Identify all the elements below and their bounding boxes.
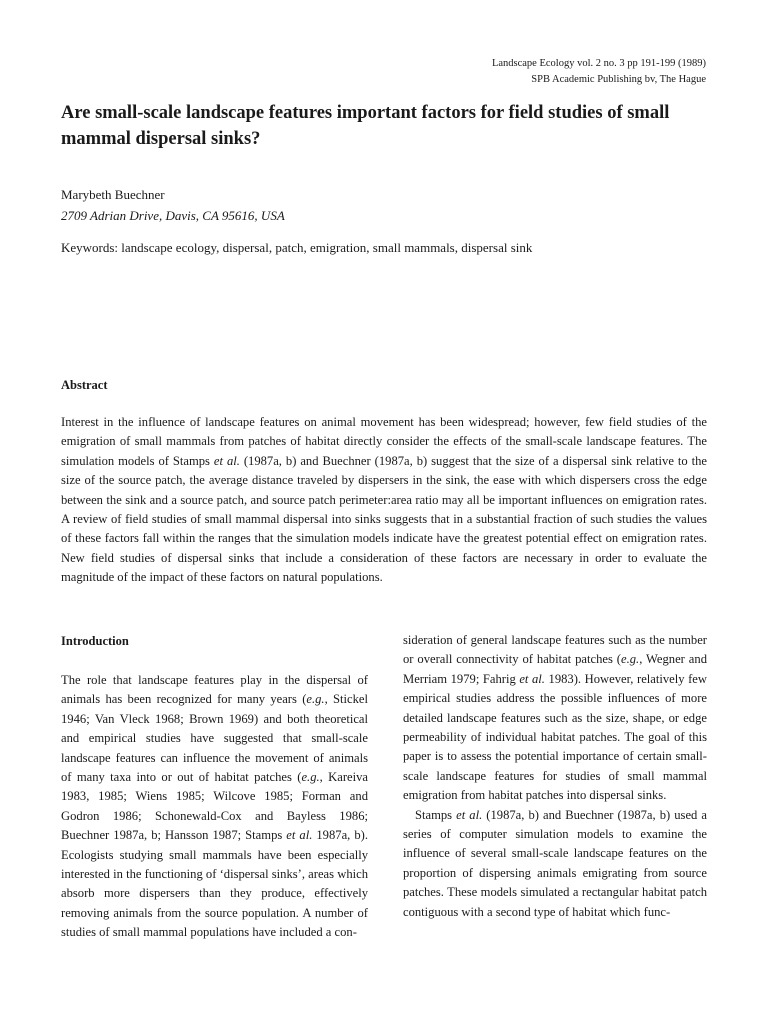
- left-column: [61, 631, 368, 943]
- intro-cont-text-1: sideration of general landscape features such as the number or overall connectivity of habitat patches (: [403, 633, 707, 667]
- abstract-et-al: et al.: [213, 453, 240, 468]
- intro-p1-eg-2: e.g.: [301, 770, 320, 785]
- author-name: Marybeth Buechner: [61, 187, 165, 202]
- introduction-paragraph-1-continued: [403, 631, 707, 806]
- introduction-paragraph-1: [61, 671, 368, 943]
- intro-p1-text-4: 1987a, b). Ecologists studying small mammals have been especially interested in the functioning of ‘dispersal sinks’, areas which absorb more dispersers than they produce, effectively removing animals from the source population. A number of studies of small mammal populations have included a con-: [61, 828, 368, 940]
- journal-citation: [492, 56, 706, 87]
- intro-p1-text-3: , Kareiva 1983, 1985; Wiens 1985; Wilcove 1985; Forman and Godron 1986; Schonewald-Cox and Bayless 1986; Buechner 1987a, b; Hansson 1987; Stamps: [61, 770, 368, 843]
- article-title: Are small-scale landscape features important factors for field studies of small mammal dispersal sinks?: [61, 103, 670, 149]
- intro-cont-et-al: et al.: [519, 671, 545, 686]
- intro-p1-text-2: , Stickel 1946; Van Vleck 1968; Brown 1969) and both theoretical and empirical studies have suggested that small-scale landscape features can influence the movement of animals of many taxa into or out of habitat patches (: [61, 692, 368, 785]
- intro-p2-text-2: (1987a, b) and Buechner (1987a, b) used a series of computer simulation models to examine the influence of several small-scale landscape features on the proportion of dispersing animals emigrating from source patches. These models simulated a rectangular habitat patch contiguous with a second type of habitat which func-: [403, 807, 707, 919]
- intro-cont-text-2: , Wegner and Merriam 1979; Fahrig: [403, 652, 707, 686]
- intro-p1-text-1: The role that landscape features play in the dispersal of animals has been recognized for many years (: [61, 673, 368, 707]
- abstract-heading: Abstract: [61, 378, 108, 392]
- intro-p1-eg-1: e.g.: [306, 692, 325, 707]
- intro-p2-text-1: Stamps: [415, 807, 457, 822]
- introduction-paragraph-2: [403, 806, 707, 922]
- right-column: [403, 631, 707, 922]
- author-block: [61, 184, 285, 226]
- abstract-body: [61, 413, 707, 588]
- journal-citation-line-1: Landscape Ecology vol. 2 no. 3 pp 191-199 (1989): [491, 58, 706, 69]
- abstract-text-part-1: Interest in the influence of landscape features on animal movement has been widespread; however, few field studies of the emigration of small mammals from patches of habitat directly consider the effects of the small-scale landscape features. The simulation models of Stamps: [61, 415, 707, 468]
- abstract-text-part-2: (1987a, b) and Buechner (1987a, b) suggest that the size of a dispersal sink relative to the size of the source patch, the average distance traveled by dispersers in the sink, the ease with which dispersers cross the edge between the sink and a source patch, and source patch perimeter:area ratio may all be important influences on emigration rates. A review of field studies of small mammal dispersal into sinks suggests that in a substantial fraction of such studies the values of these factors fall within the ranges that the simulation models indicate have the greatest potential effect on emigration rates. New field studies of dispersal sinks that include a consideration of these factors are necessary in order to evaluate the magnitude of the impact of these factors on natural populations.: [61, 453, 707, 585]
- journal-publisher-line: SPB Academic Publishing bv, The Hague: [531, 73, 706, 85]
- author-address: 2709 Adrian Drive, Davis, CA 95616, USA: [61, 208, 285, 223]
- intro-p1-et-al: et al.: [286, 828, 313, 843]
- intro-p2-et-al: et al.: [456, 807, 483, 822]
- intro-cont-text-3: 1983). However, relatively few empirical studies address the possible influences of more detailed landscape features such as the size, shape, or edge permeability of individual habitat patches. The goal of this paper is to assess the potential importance of certain small-scale landscape features for studies of small mammal emigration from habitat patches into dispersal sinks.: [403, 671, 707, 803]
- introduction-heading: Introduction: [61, 634, 129, 648]
- intro-cont-eg: e.g.: [621, 652, 640, 667]
- keywords: Keywords: landscape ecology, dispersal, patch, emigration, small mammals, dispersal sink: [61, 240, 533, 255]
